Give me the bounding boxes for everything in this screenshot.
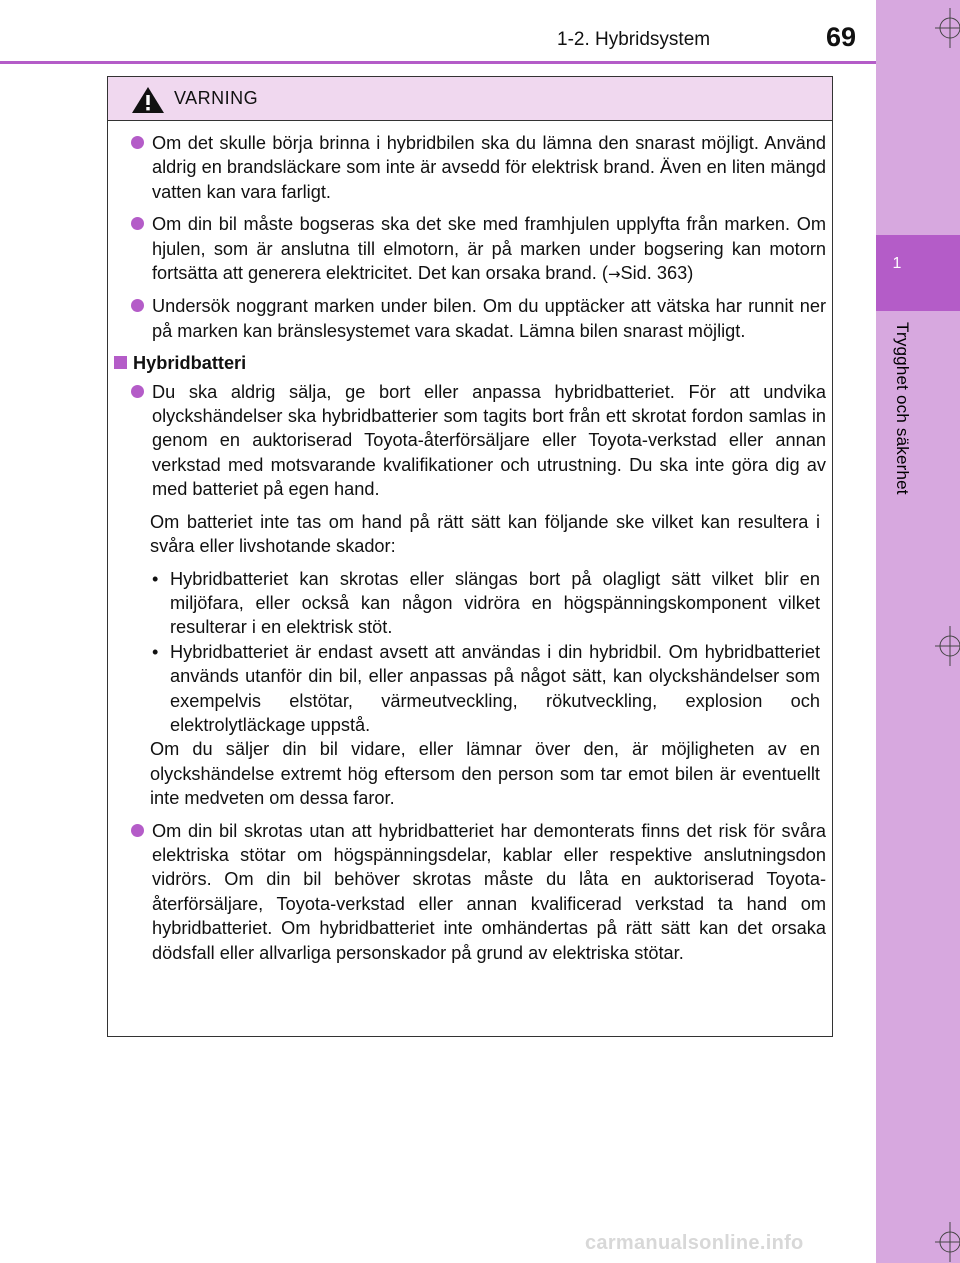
arrow-right-icon: → <box>607 265 621 284</box>
section-title: 1-2. Hybridsystem <box>557 29 711 50</box>
list-item: Om din bil skrotas utan att hybridbatteriet har demonterats finns det risk för svåra elektriska stötar om högspänningsdelar, kablar eller respektive anslutningsdon vidrörs. Om din bil behöver skrotas måste du låta en auktoriserad Toyota-återförsäljare, Toyota-verkstad eller annan kvalificerad verkstad ta hand om hybridbatteriet. Om hybridbatteriet inte omhändertas på rätt sätt kan det orsaka dödsfall eller allvarliga personskador på grund av elektriska stötar. <box>108 819 834 965</box>
small-bullet-icon: • <box>152 568 159 589</box>
square-bullet-icon <box>114 356 127 369</box>
header-divider <box>0 61 876 64</box>
crop-mark-bottom-right-icon <box>930 1222 960 1262</box>
bullet-dot-icon <box>131 299 144 312</box>
footer-watermark: carmanualsonline.info <box>585 1232 804 1254</box>
warning-triangle-icon <box>131 86 165 114</box>
warning-box <box>107 76 833 1037</box>
chapter-title: Trygghet och säkerhet <box>893 322 912 495</box>
warning-title: VARNING <box>174 88 259 108</box>
sub-list-item: • Hybridbatteriet är endast avsett att användas i din hybridbil. Om hybridbatteriet används utanför din bil, eller anpassas på något sätt, kan olyckshändelser som exempelvis elstötar, värmeutveckling, rökutveckling, explosion och elektrolytläckage uppstå. <box>152 641 820 735</box>
page-number: 69 <box>826 22 857 52</box>
sub-list-item: • Hybridbatteriet kan skrotas eller slängas bort på olagligt sätt vilket blir en miljöfara, eller också kan någon vidröra en högspänningskomponent vilket resulterar i en elektrisk stöt. <box>152 568 820 638</box>
crop-mark-mid-right-icon <box>930 626 960 666</box>
bullet-dot-icon <box>131 824 144 837</box>
list-item: Om din bil måste bogseras ska det ske med framhjulen upplyfta från marken. Om hjulen, som är anslutna till elmotorn, är på marken under bogsering kan motorn fortsätta att generera elektricitet. Det kan orsaka brand. (→Sid. 363) <box>108 212 834 286</box>
bullet-dot-icon <box>131 385 144 398</box>
bullet-dot-icon <box>131 217 144 230</box>
bullet-dot-icon <box>131 136 144 149</box>
battery-paragraph: Om du säljer din bil vidare, eller lämnar över den, är möjligheten av en olyckshändelse extremt hög eftersom den person som tar emot bilen är eventuellt inte medveten om dessa faror. <box>150 739 820 809</box>
subheading-hybridbatteri: Hybridbatteri <box>108 351 834 375</box>
chapter-number: 1 <box>892 255 902 272</box>
page-reference-link[interactable]: Sid. 363 <box>620 263 688 284</box>
small-bullet-icon: • <box>152 641 159 662</box>
list-item: Undersök noggrant marken under bilen. Om du upptäcker att vätska har runnit ner på marken kan bränslesystemet vara skadat. Lämna bilen snarast möjligt. <box>108 294 834 343</box>
warning-content <box>108 131 834 973</box>
chapter-active-marker <box>876 235 960 311</box>
crop-mark-top-right-icon <box>930 8 960 48</box>
list-item: Du ska aldrig sälja, ge bort eller anpassa hybridbatteriet. För att undvika olyckshändelser ska hybridbatterier som tagits bort från ett skrotat fordon samlas in genom en auktoriserad Toyota-återförsäljare eller Toyota-verkstad eller annan verkstad med motsvarande kvalifikationer och utrustning. Du ska inte göra dig av med batteriet på egen hand. <box>108 380 834 502</box>
warning-header <box>108 77 832 121</box>
battery-paragraph: Om batteriet inte tas om hand på rätt sätt kan följande ske vilket kan resultera i svåra eller livshotande skador: <box>150 511 820 557</box>
list-item: Om det skulle börja brinna i hybridbilen ska du lämna den snarast möjligt. Använd aldrig en brandsläckare som inte är avsedd för elektrisk brand. Även en liten mängd vatten kan vara farligt. <box>108 131 834 204</box>
